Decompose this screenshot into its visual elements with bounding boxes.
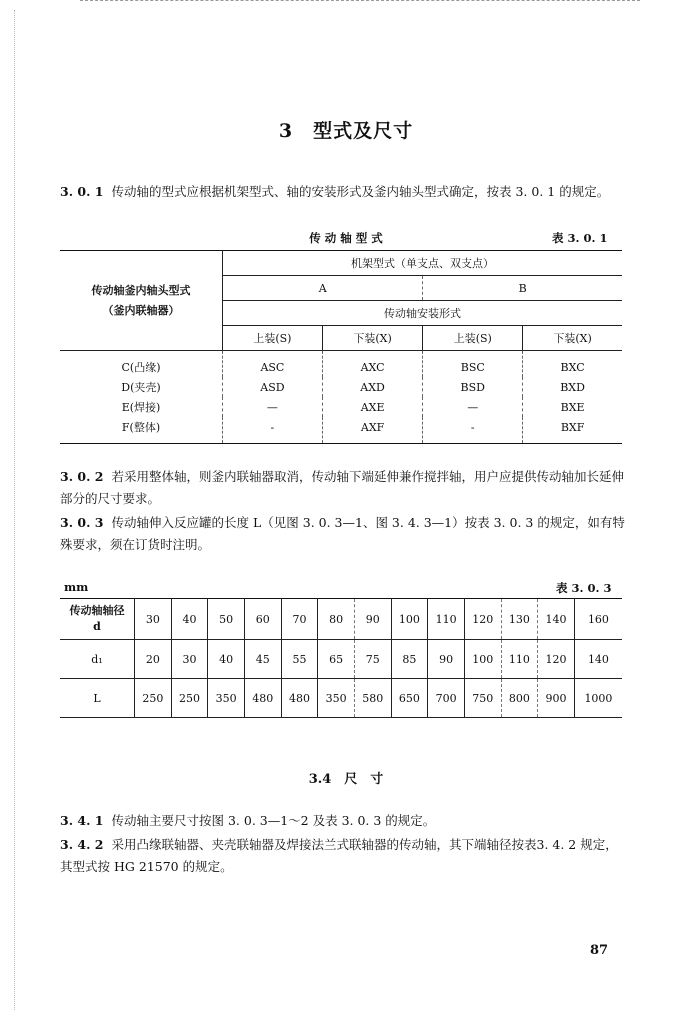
table-cell: 1000: [574, 679, 622, 718]
scan-top-line: [80, 0, 640, 3]
row-label-d-line1: 传动轴轴径: [69, 604, 125, 617]
table-cell: BXF: [523, 417, 622, 444]
table-cell: ASC: [223, 351, 323, 378]
table-cell: 100: [391, 599, 428, 640]
paragraph-number: 3. 0. 1: [60, 184, 104, 199]
table-cell: BSC: [423, 351, 523, 378]
table-cell: 250: [171, 679, 208, 718]
paragraph-number: 3. 4. 2: [60, 837, 104, 852]
table-cell: 650: [391, 679, 428, 718]
row-header-line2: （釜内联轴器）: [102, 303, 180, 317]
paragraph-3-4-1: [60, 810, 628, 832]
paragraph-3-0-2: [60, 466, 628, 510]
table-cell: 130: [501, 599, 538, 640]
table-cell: AXE: [322, 397, 423, 417]
table-cell: 20: [135, 640, 172, 679]
page-number: 87: [590, 943, 609, 958]
row-label: D(夹壳): [121, 381, 161, 394]
section-title: 3.4 尺 寸: [308, 772, 384, 787]
table-cell: AXD: [322, 377, 423, 397]
table-cell: 30: [171, 640, 208, 679]
table-cell: 70: [281, 599, 318, 640]
table-3-0-3-unit: mm: [64, 580, 89, 594]
table-cell: BXE: [523, 397, 622, 417]
table-row-L: [60, 679, 622, 718]
table-3-0-1-title: 传 动 轴 型 式: [309, 231, 383, 245]
table-row: [60, 351, 622, 378]
row-header-line1: 传动轴釜内轴头型式: [91, 283, 191, 297]
table-3-0-3-label: 表 3. 0. 3: [556, 581, 612, 595]
table-cell: ASD: [223, 377, 323, 397]
table-cell: 90: [354, 599, 391, 640]
row-label: F(整体): [121, 421, 161, 434]
paragraph-text: 若采用整体轴，则釜内联轴器取消，传动轴下端延伸兼作搅拌轴，用户应提供传动轴加长延伸部分的尺寸要求。: [60, 469, 625, 506]
table-cell: BSD: [423, 377, 523, 397]
table-cell: 140: [574, 640, 622, 679]
table-cell: 40: [208, 640, 245, 679]
table-cell: 800: [501, 679, 538, 718]
table-cell: 350: [318, 679, 355, 718]
table-cell: 480: [244, 679, 281, 718]
table-3-0-3: [60, 598, 622, 718]
col-header: 下装(X): [523, 326, 622, 351]
table-cell: 65: [318, 640, 355, 679]
table-cell: 55: [281, 640, 318, 679]
row-label-d1: d₁: [60, 640, 135, 679]
chapter-title: 3 型式及尺寸: [278, 120, 414, 142]
table-cell: 110: [428, 599, 465, 640]
table-cell: 60: [244, 599, 281, 640]
table-cell: 350: [208, 679, 245, 718]
paragraph-number: 3. 0. 2: [60, 469, 104, 484]
table-cell: 110: [501, 640, 538, 679]
paragraph-text: 传动轴主要尺寸按图 3. 0. 3—1～2 及表 3. 0. 3 的规定。: [111, 813, 436, 828]
table-cell: BXC: [523, 351, 622, 378]
row-label-d-line2: d: [93, 620, 101, 633]
table-cell: —: [423, 397, 523, 417]
table-3-0-1-label: 表 3. 0. 1: [552, 231, 608, 245]
table-cell: 250: [135, 679, 172, 718]
table-cell: 45: [244, 640, 281, 679]
scan-margin-line: [14, 10, 16, 1010]
table-cell: 120: [464, 599, 501, 640]
col-header: 下装(X): [322, 326, 423, 351]
table-cell: 50: [208, 599, 245, 640]
table-cell: AXF: [322, 417, 423, 444]
col-header: 上装(S): [423, 326, 523, 351]
row-label-L: L: [60, 679, 135, 718]
table-cell: 160: [574, 599, 622, 640]
paragraph-number: 3. 0. 3: [60, 515, 104, 530]
table-row-d1: [60, 640, 622, 679]
table-cell: 85: [391, 640, 428, 679]
table-row-d: [60, 599, 622, 640]
paragraph-text: 传动轴的型式应根据机架型式、轴的安装形式及釜内轴头型式确定，按表 3. 0. 1 的规定。: [111, 184, 610, 199]
install-form-header: 传动轴安装形式: [223, 301, 623, 326]
table-cell: —: [223, 397, 323, 417]
table-cell: 580: [354, 679, 391, 718]
paragraph-3-0-3: [60, 512, 628, 556]
table-cell: 90: [428, 640, 465, 679]
table-cell: -: [423, 417, 523, 444]
table-cell: 80: [318, 599, 355, 640]
table-cell: 75: [354, 640, 391, 679]
table-row: [60, 377, 622, 397]
row-label-d: [60, 599, 135, 640]
frame-type-header: 机架型式（单支点、双支点）: [223, 251, 623, 276]
paragraph-3-0-1: [60, 181, 628, 203]
table-row: [60, 417, 622, 444]
table-cell: -: [223, 417, 323, 444]
col-header: 上装(S): [223, 326, 323, 351]
table-cell: 120: [538, 640, 575, 679]
frame-a-header: A: [223, 276, 423, 301]
table-cell: 750: [464, 679, 501, 718]
table-cell: 480: [281, 679, 318, 718]
table-cell: 40: [171, 599, 208, 640]
row-header-cell: [60, 251, 223, 351]
table-cell: 140: [538, 599, 575, 640]
table-cell: 100: [464, 640, 501, 679]
paragraph-text: 采用凸缘联轴器、夹壳联轴器及焊接法兰式联轴器的传动轴，其下端轴径按表3. 4. 2 规定，其型式按 HG 21570 的规定。: [60, 837, 618, 874]
table-row: [60, 397, 622, 417]
paragraph-3-4-2: [60, 834, 628, 878]
row-label: E(焊接): [121, 401, 161, 414]
table-cell: 30: [135, 599, 172, 640]
table-cell: BXD: [523, 377, 622, 397]
table-3-0-1: [60, 250, 622, 444]
table-cell: AXC: [322, 351, 423, 378]
table-cell: 700: [428, 679, 465, 718]
paragraph-text: 传动轴伸入反应罐的长度 L（见图 3. 0. 3—1、图 3. 4. 3—1）按表 3. 0. 3 的规定，如有特殊要求，须在订货时注明。: [60, 515, 625, 552]
table-cell: 900: [538, 679, 575, 718]
paragraph-number: 3. 4. 1: [60, 813, 104, 828]
row-label: C(凸缘): [121, 361, 161, 374]
frame-b-header: B: [423, 276, 622, 301]
